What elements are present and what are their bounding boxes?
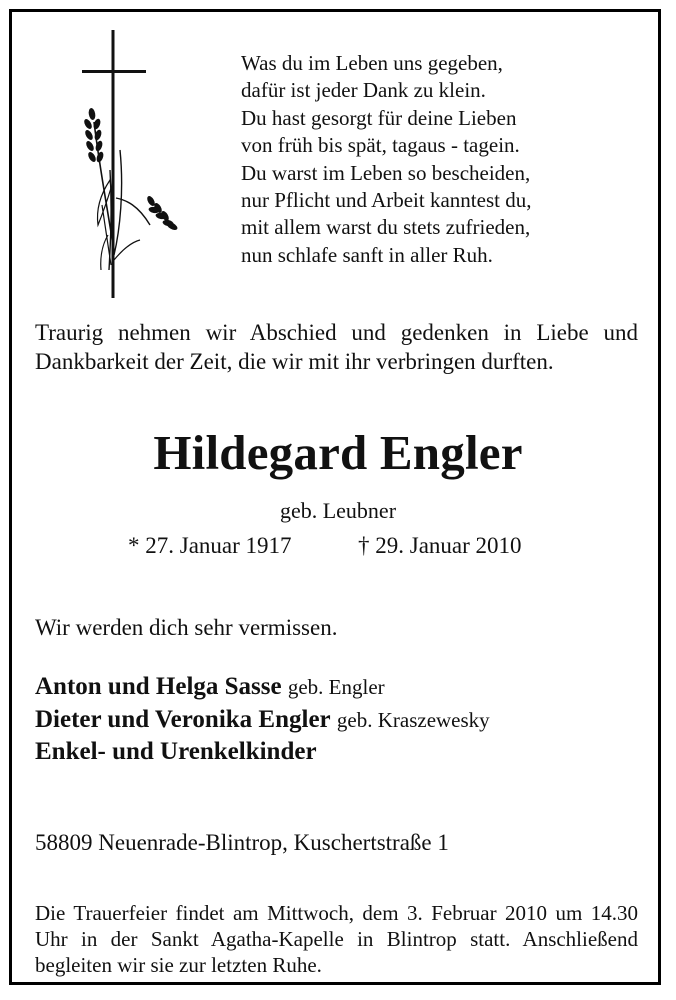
birth-date: * 27. Januar 1917 bbox=[128, 533, 292, 558]
poem-line: von früh bis spät, tagaus - tagein. bbox=[241, 133, 520, 158]
poem-line: nun schlafe sanft in aller Ruh. bbox=[241, 242, 493, 267]
deceased-name: Hildegard Engler bbox=[153, 425, 523, 480]
mourner-names: Dieter und Veronika Engler bbox=[35, 705, 331, 733]
mourners-list bbox=[35, 671, 490, 769]
poem-line: dafür ist jeder Dank zu klein. bbox=[241, 78, 486, 103]
intro-text: Traurig nehmen wir Abschied und gedenken in Liebe und Dankbarkeit der Zeit, die wir mit ihr verbringen durften. bbox=[35, 320, 638, 374]
mourner-line bbox=[35, 736, 490, 769]
mourner-line bbox=[35, 704, 490, 737]
poem bbox=[241, 50, 531, 269]
death-date: † 29. Januar 2010 bbox=[358, 533, 522, 558]
poem-line: mit allem warst du stets zufrieden, bbox=[241, 215, 531, 240]
poem-line: nur Pflicht und Arbeit kanntest du, bbox=[241, 188, 532, 213]
mourner-names: Anton und Helga Sasse bbox=[35, 673, 282, 700]
maiden-name: geb. Leubner bbox=[279, 498, 397, 523]
poem-line: Du warst im Leben so bescheiden, bbox=[241, 160, 531, 185]
mourner-names: Enkel- und Urenkelkinder bbox=[35, 738, 317, 765]
cross-with-wheat-icon bbox=[80, 30, 180, 298]
mourner-born: geb. Engler bbox=[287, 675, 385, 699]
poem-line: Du hast gesorgt für deine Lieben bbox=[241, 105, 517, 130]
poem-line: Was du im Leben uns gegeben, bbox=[241, 51, 503, 75]
mourner-line bbox=[35, 671, 490, 704]
miss-text: Wir werden dich sehr vermissen. bbox=[35, 615, 338, 640]
funeral-notice: Die Trauerfeier findet am Mittwoch, dem 3. Februar 2010 um 14.30 Uhr in der Sankt Agatha-Kapelle in Blintrop statt. Anschließend begleiten wir sie zur letzten Ruhe. bbox=[35, 901, 638, 977]
mourner-born: geb. Kraszewesky bbox=[336, 707, 490, 732]
address: 58809 Neuenrade-Blintrop, Kuschertstraße 1 bbox=[35, 830, 449, 855]
